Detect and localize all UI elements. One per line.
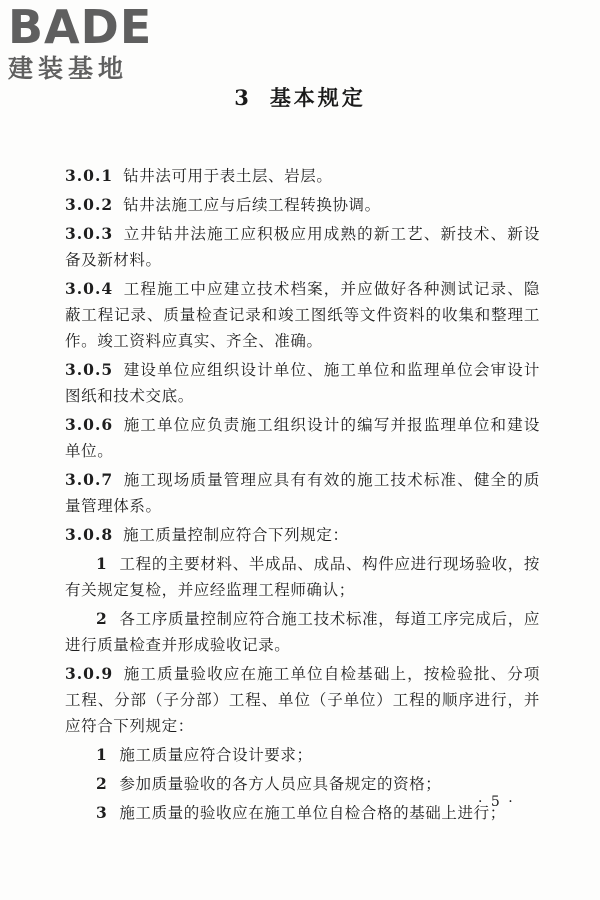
watermark-logo bbox=[8, 2, 178, 84]
clause-text: 钻井法可用于表土层、岩层。 bbox=[123, 167, 333, 185]
item-text: 参加质量验收的各方人员应具备规定的资格； bbox=[119, 775, 442, 793]
logo-subtitle: 建装基地 bbox=[8, 54, 129, 83]
clause-3-0-3 bbox=[65, 221, 540, 273]
clause-text: 施工质量控制应符合下列规定： bbox=[123, 526, 349, 544]
clause-number: 3.0.8 bbox=[65, 525, 114, 544]
clause-3-0-4 bbox=[65, 276, 540, 354]
clause-number: 3.0.2 bbox=[65, 195, 114, 214]
logo-mark: BADE bbox=[8, 0, 153, 54]
item-number: 3 bbox=[96, 803, 108, 822]
clause-text: 施工现场质量管理应具有有效的施工技术标准、健全的质量管理体系。 bbox=[65, 471, 540, 515]
clause-3-0-8-item-2 bbox=[65, 606, 540, 658]
clause-3-0-8-item-1 bbox=[65, 551, 540, 603]
clause-3-0-7 bbox=[65, 467, 540, 519]
clause-text: 立井钻井法施工应积极应用成熟的新工艺、新技术、新设备及新材料。 bbox=[65, 225, 540, 269]
clause-number: 3.0.6 bbox=[65, 415, 114, 434]
clause-3-0-9-item-1 bbox=[65, 742, 540, 768]
clause-3-0-1 bbox=[65, 163, 540, 189]
clause-text: 钻井法施工应与后续工程转换协调。 bbox=[123, 196, 381, 214]
clause-number: 3.0.5 bbox=[65, 360, 114, 379]
item-number: 2 bbox=[96, 609, 108, 628]
clause-text: 工程施工中应建立技术档案，并应做好各种测试记录、隐蔽工程记录、质量检查记录和竣工图纸等文件资料的收集和整理工作。竣工资料应真实、齐全、准确。 bbox=[65, 280, 540, 350]
clause-text: 施工单位应负责施工组织设计的编写并报监理单位和建设单位。 bbox=[65, 416, 540, 460]
clause-3-0-8 bbox=[65, 522, 540, 548]
clause-number: 3.0.1 bbox=[65, 166, 114, 185]
item-number: 1 bbox=[96, 554, 108, 573]
clause-3-0-2 bbox=[65, 192, 540, 218]
clause-number: 3.0.9 bbox=[65, 664, 114, 683]
chapter-number: 3 bbox=[234, 85, 252, 110]
clause-3-0-9 bbox=[65, 661, 540, 739]
item-number: 1 bbox=[96, 745, 108, 764]
clause-number: 3.0.3 bbox=[65, 224, 114, 243]
clause-3-0-9-item-2 bbox=[65, 771, 540, 797]
clause-text: 建设单位应组织设计单位、施工单位和监理单位会审设计图纸和技术交底。 bbox=[65, 361, 540, 405]
clause-list bbox=[65, 163, 540, 829]
clause-3-0-9-item-3 bbox=[65, 800, 540, 826]
clause-3-0-6 bbox=[65, 412, 540, 464]
clause-number: 3.0.7 bbox=[65, 470, 114, 489]
item-text: 施工质量应符合设计要求； bbox=[119, 746, 313, 764]
page-number: · 5 · bbox=[478, 794, 515, 810]
item-number: 2 bbox=[96, 774, 108, 793]
clause-text: 施工质量验收应在施工单位自检基础上，按检验批、分项工程、分部（子分部）工程、单位（子单位）工程的顺序进行，并应符合下列规定： bbox=[65, 665, 540, 735]
chapter-title bbox=[0, 82, 600, 112]
chapter-title-text: 基本规定 bbox=[269, 85, 366, 110]
clause-3-0-5 bbox=[65, 357, 540, 409]
item-text: 各工序质量控制应符合施工技术标准，每道工序完成后，应进行质量检查并形成验收记录。 bbox=[65, 610, 540, 654]
item-text: 工程的主要材料、半成品、成品、构件应进行现场验收，按有关规定复检，并应经监理工程师确认； bbox=[65, 555, 540, 599]
item-text: 施工质量的验收应在施工单位自检合格的基础上进行； bbox=[119, 804, 506, 822]
clause-number: 3.0.4 bbox=[65, 279, 114, 298]
